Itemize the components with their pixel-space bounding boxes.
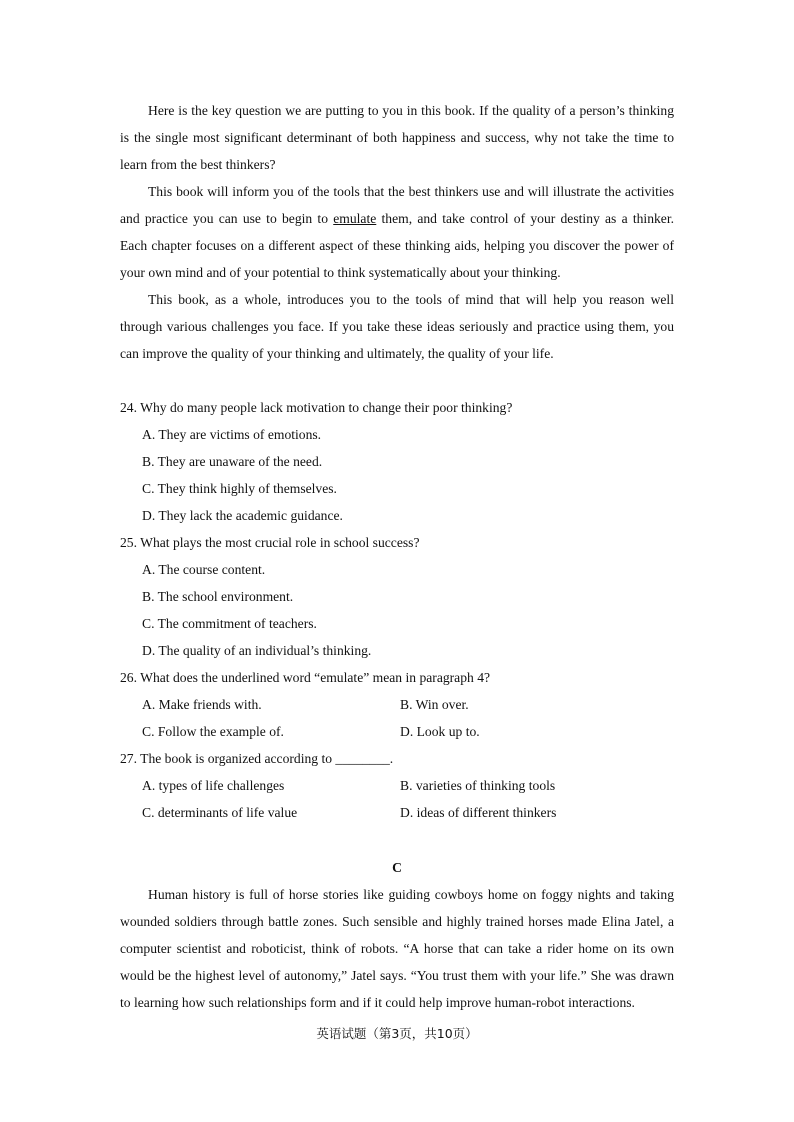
passage-p3-line-1: This book, as a whole, introduces you to the tools of mind that will help you reason well [148, 292, 674, 307]
passage-p2-line-2-before: and practice you can use to begin to [120, 211, 334, 226]
section-c-line-2: wounded soldiers through battle zones. Such sensible and highly trained horses made Elina Jatel, a [120, 914, 674, 929]
question-27-option-c: C. determinants of life value [142, 805, 298, 820]
question-25-option-b: B. The school environment. [142, 589, 294, 604]
question-25-option-c: C. The commitment of teachers. [142, 616, 317, 631]
question-26-option-a: A. Make friends with. [142, 697, 262, 712]
section-c-line-1: Human history is full of horse stories like guiding cowboys home on foggy nights and taking [148, 887, 674, 902]
question-25-stem: 25. What plays the most crucial role in school success? [120, 535, 420, 550]
question-26-option-d: D. Look up to. [400, 724, 480, 739]
passage-p1-line-2: is the single most significant determinant of both happiness and success, why not take the time to [120, 130, 674, 145]
passage-p1-line-3: learn from the best thinkers? [120, 157, 276, 172]
page-footer: 英语试题（第3页，共10页） [316, 1026, 478, 1041]
question-26-stem: 26. What does the underlined word “emulate” mean in paragraph 4? [120, 670, 491, 685]
question-24-option-c: C. They think highly of themselves. [142, 481, 337, 496]
question-27-option-a: A. types of life challenges [142, 778, 285, 793]
question-26-option-c: C. Follow the example of. [142, 724, 284, 739]
passage-p2-line-2 [120, 212, 674, 226]
passage-p2-line-2-after: them, and take control of your destiny as a thinker. [376, 211, 674, 226]
passage-p2-line-1: This book will inform you of the tools that the best thinkers use and will illustrate the activities [148, 184, 674, 199]
section-heading-c: C [392, 860, 402, 875]
section-c-line-3: computer scientist and roboticist, think of robots. “A horse that can take a rider home on its own [120, 941, 674, 956]
question-27-option-d: D. ideas of different thinkers [400, 805, 557, 820]
passage-p1-line-1: Here is the key question we are putting to you in this book. If the quality of a person’s thinking [148, 103, 674, 118]
underlined-word-emulate: emulate [333, 211, 377, 226]
passage-p2-line-4: your own mind and of your potential to think systematically about your thinking. [120, 265, 561, 280]
question-24-option-d: D. They lack the academic guidance. [142, 508, 343, 523]
question-25-option-d: D. The quality of an individual’s thinking. [142, 643, 372, 658]
passage-p2-line-3: Each chapter focuses on a different aspect of these thinking aids, helping you discover the power of [120, 238, 674, 253]
passage-p3-line-3: can improve the quality of your thinking and ultimately, the quality of your life. [120, 346, 554, 361]
question-24-stem: 24. Why do many people lack motivation to change their poor thinking? [120, 400, 513, 415]
question-24-option-b: B. They are unaware of the need. [142, 454, 323, 469]
question-27-option-b: B. varieties of thinking tools [400, 778, 556, 793]
question-27-stem: 27. The book is organized according to ________. [120, 751, 394, 766]
question-24-option-a: A. They are victims of emotions. [142, 427, 322, 442]
question-26-option-b: B. Win over. [400, 697, 469, 712]
passage-p3-line-2: through various challenges you face. If you take these ideas seriously and practice using them, you [120, 319, 674, 334]
section-c-line-5: to learning how such relationships form and if it could help improve human-robot interactions. [120, 995, 635, 1010]
question-25-option-a: A. The course content. [142, 562, 266, 577]
section-c-line-4: would be the highest level of autonomy,” Jatel says. “You trust them with your life.” She was drawn [120, 968, 674, 983]
